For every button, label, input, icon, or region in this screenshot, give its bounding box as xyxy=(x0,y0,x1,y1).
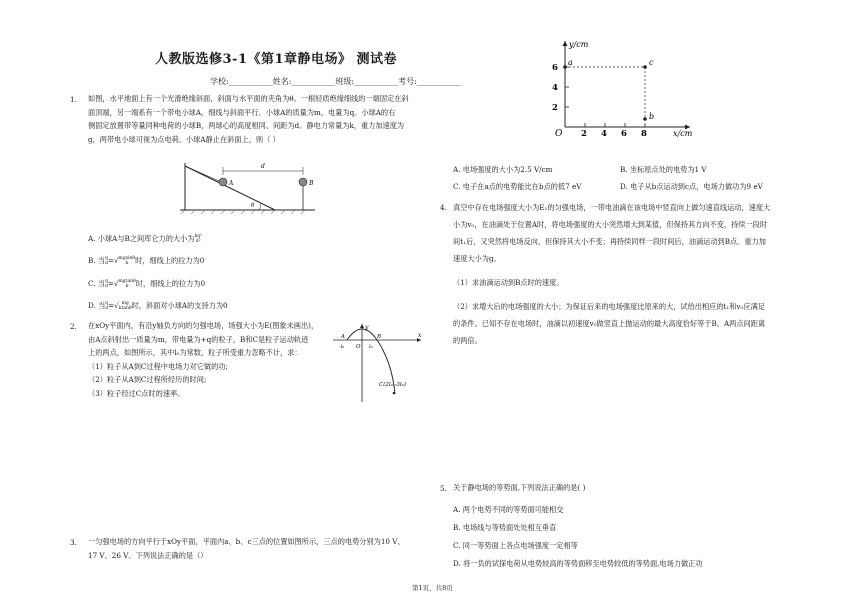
q4-sub-1: （1）求油滴运动到B点时的速度。 xyxy=(453,278,564,287)
frac-top: mgsinθ xyxy=(118,256,136,261)
frac-top: q xyxy=(105,256,108,261)
q2-minus-l0: -l₀ xyxy=(339,344,345,350)
q1-line-4: g，两带电小球可视为点电荷。小球A静止在斜面上，则（ ） xyxy=(88,134,280,144)
q4-number: 4. xyxy=(440,203,447,212)
q2-line-1: 在xOy平面内，有沿y轴负方向的匀强电场，场强大小为E(图象未画出)， xyxy=(88,321,319,330)
q3-x-axis-label: x/cm xyxy=(673,129,693,138)
q3-xtick-2: 2 xyxy=(581,129,587,139)
q2-sub-3: （3）粒子经过C点时的速率。 xyxy=(88,388,185,398)
q1-option-c-frac2 xyxy=(119,279,136,289)
label-b: B xyxy=(309,180,314,187)
q2-point-c: C(2l₀,-3l₀) xyxy=(379,382,407,388)
q3-xtick-6: 6 xyxy=(621,129,627,139)
q3-xtick-8: 8 xyxy=(641,129,647,139)
q2-point-c-dot xyxy=(393,392,396,395)
frac-bot: d xyxy=(105,284,108,289)
q5-option-b[interactable]: B. 电场线与等势面处处相互垂直 xyxy=(453,523,557,532)
q3-label-a: a xyxy=(568,58,573,67)
q2-line-3: 上的两点，如图所示，其中l₀为常数，粒子所受重力忽略不计，求： xyxy=(88,348,302,358)
q3-option-a[interactable]: A. 电场强度的大小为2.5 V/cm xyxy=(453,165,553,174)
sqrt-sign: =√ xyxy=(107,256,119,265)
q1-incline-figure xyxy=(175,158,325,216)
q3-label-c: c xyxy=(649,58,654,67)
q3-line-2: 17 V、26 V。下列说法正确的是（） xyxy=(88,550,208,560)
paper-title: 人教版选修3-1《第1章静电场》 测试卷 xyxy=(155,52,398,67)
q5-option-d[interactable]: D. 将一负的试探电荷从电势较高的等势面移至电势较低的等势面,电场力做正功 xyxy=(453,559,703,568)
q3-option-c[interactable]: C. 电子在a点的电势能比在b点的低7 eV xyxy=(453,182,582,191)
q1-option-b-text: B. 当 xyxy=(88,256,106,265)
q3-xtick-4: 4 xyxy=(601,129,607,139)
q1-stem xyxy=(88,92,438,146)
q3-point-b xyxy=(643,117,647,121)
q3-origin: O xyxy=(555,129,563,139)
q4-stem xyxy=(453,199,803,267)
q1-option-b-frac2 xyxy=(119,256,136,266)
q2-point-a: A xyxy=(341,334,345,340)
q3-stem xyxy=(88,535,438,562)
q2-number: 2. xyxy=(70,322,77,331)
q3-point-c xyxy=(643,65,647,69)
q2-x-label: x xyxy=(418,332,422,339)
page-footer: 第1页，共8页 xyxy=(412,584,453,592)
q2-sub-2: （2）粒子从A到C过程所经历的时间; xyxy=(88,375,207,385)
q1-option-b[interactable] xyxy=(88,254,204,268)
frac-top: kq² xyxy=(194,234,202,239)
q3-option-b[interactable]: B. 坐标原点处的电势为1 V xyxy=(620,165,707,174)
q3-coordinate-figure xyxy=(545,35,705,140)
q4-line-1: 真空中存在电场强度大小为E₁的匀强电场，一带电油滴在该电场中竖直向上做匀速直线运动，速度大 xyxy=(453,203,771,212)
frac-top: mg xyxy=(121,301,129,306)
label-theta: θ xyxy=(251,203,255,209)
q5-stem: 关于静电场的等势面,下列说法正确的是( ) xyxy=(453,483,586,492)
q2-l0: l₀ xyxy=(369,344,373,350)
q4-line-3: 间t₁后，又突然将电场反向，但保持其大小不变；再持续同样一段时间后，油滴运动到B点。重力加 xyxy=(453,237,766,246)
ball-b xyxy=(299,178,307,186)
q2-sub-1: （1）粒子从A到C过程中电场力对它做的功; xyxy=(88,361,228,371)
label-a: A xyxy=(229,180,234,187)
q5-option-c[interactable]: C. 同一等势面上各点电场强度一定相等 xyxy=(453,541,578,550)
frac-bot: d² xyxy=(195,239,201,244)
q3-ytick-4: 4 xyxy=(552,83,558,93)
q2-y-label: y xyxy=(365,324,369,331)
q1-number: 1. xyxy=(70,95,77,104)
q3-option-d[interactable]: D. 电子从b点运动到c点，电场力做功为9 eV xyxy=(620,182,763,191)
q2-line-2: 由A点斜射出一质量为m，带电量为+q的粒子，B和C是粒子运动轨迹 xyxy=(88,334,309,344)
q1-line-1: 如图，水平地面上有一个光滑绝缘斜面，斜面与水平面的夹角为θ。一根轻质绝缘细线的一端固定在斜 xyxy=(88,94,409,103)
q1-option-d-text: D. 当 xyxy=(88,301,106,310)
frac-bot: d xyxy=(105,306,109,311)
q3-ytick-2: 2 xyxy=(552,103,558,113)
q5-option-a[interactable]: A. 两个电势不同的等势面可能相交 xyxy=(453,505,564,514)
q3-y-axis-label: y/cm xyxy=(569,40,589,49)
q1-line-3: 侧固定放置带等量同种电荷的小球B，两球心的高度相同、间距为d。静电力常量为k，重力加速度为 xyxy=(88,121,405,131)
q1-option-c[interactable] xyxy=(88,277,205,291)
q4-line-2: 小为v₀，在油滴处于位置A时，将电场强度的大小突然增大到某值，但保持其方向不变，持续一段时 xyxy=(453,220,768,229)
frac-top: q xyxy=(105,301,109,306)
student-info-line: 学校:___________姓名:___________班级:___________考号:___________ xyxy=(210,77,461,86)
label-d: d xyxy=(261,163,265,170)
q1-option-c-text: C. 当 xyxy=(88,279,105,288)
q3-point-a xyxy=(563,65,567,69)
q1-option-a-frac xyxy=(194,234,201,244)
q2-origin: O xyxy=(356,344,361,350)
q1-option-d-post: 时，斜面对小球A的支持力为0 xyxy=(131,301,228,310)
q4-line-4: 速度大小为g。 xyxy=(453,254,501,263)
q4-sub-2-line-1: （2）求增大后的电场强度的大小；为保证后来的电场强度比原来的大，试给出相应的t₁和v₀应满足 xyxy=(453,302,765,311)
q4-sub-2-line-3: 的两倍。 xyxy=(453,336,482,345)
q4-sub-2 xyxy=(453,298,803,349)
frac-bot: k xyxy=(125,284,129,289)
q2-trajectory-figure xyxy=(325,322,425,404)
q4-sub-2-line-2: 的条件。已知不存在电场时，油滴以初速度v₀做竖直上抛运动的最大高度恰好等于B、A两点间距离 xyxy=(453,319,766,328)
frac-bot: k xyxy=(125,261,129,266)
q3-number: 3. xyxy=(70,538,77,547)
q1-option-a-text: A. 小球A与B之间库仑力的大小为 xyxy=(88,234,195,243)
frac-bot: d xyxy=(105,261,108,266)
q1-option-d-frac2 xyxy=(119,301,132,311)
frac-top: mgtanθ xyxy=(118,279,136,284)
q3-line-1: 一匀强电场的方向平行于xOy平面，平面内a、b、c三点的位置如图所示，三点的电势分别为10 V、 xyxy=(88,537,405,546)
q5-number: 5. xyxy=(440,484,447,493)
ball-a xyxy=(219,178,227,186)
q1-option-c-post: 时，细线上的拉力为0 xyxy=(135,279,206,288)
q1-option-d[interactable] xyxy=(88,299,228,313)
frac-bot: ktanθ xyxy=(118,306,132,311)
q2-stem xyxy=(88,319,338,401)
frac-top: q xyxy=(105,279,108,284)
q3-label-b: b xyxy=(649,112,655,121)
q3-ytick-6: 6 xyxy=(552,63,558,73)
sqrt-sign: =√ xyxy=(107,279,119,288)
sqrt-sign: =√ xyxy=(108,301,119,310)
q2-point-b: B xyxy=(377,334,382,340)
q1-line-2: 面顶端，另一端系有一个带电小球A，细线与斜面平行。小球A的质量为m，电量为q。小球A的右 xyxy=(88,107,396,117)
q1-option-b-post: 时，细线上的拉力为0 xyxy=(135,256,205,265)
q1-option-a[interactable] xyxy=(88,232,202,246)
